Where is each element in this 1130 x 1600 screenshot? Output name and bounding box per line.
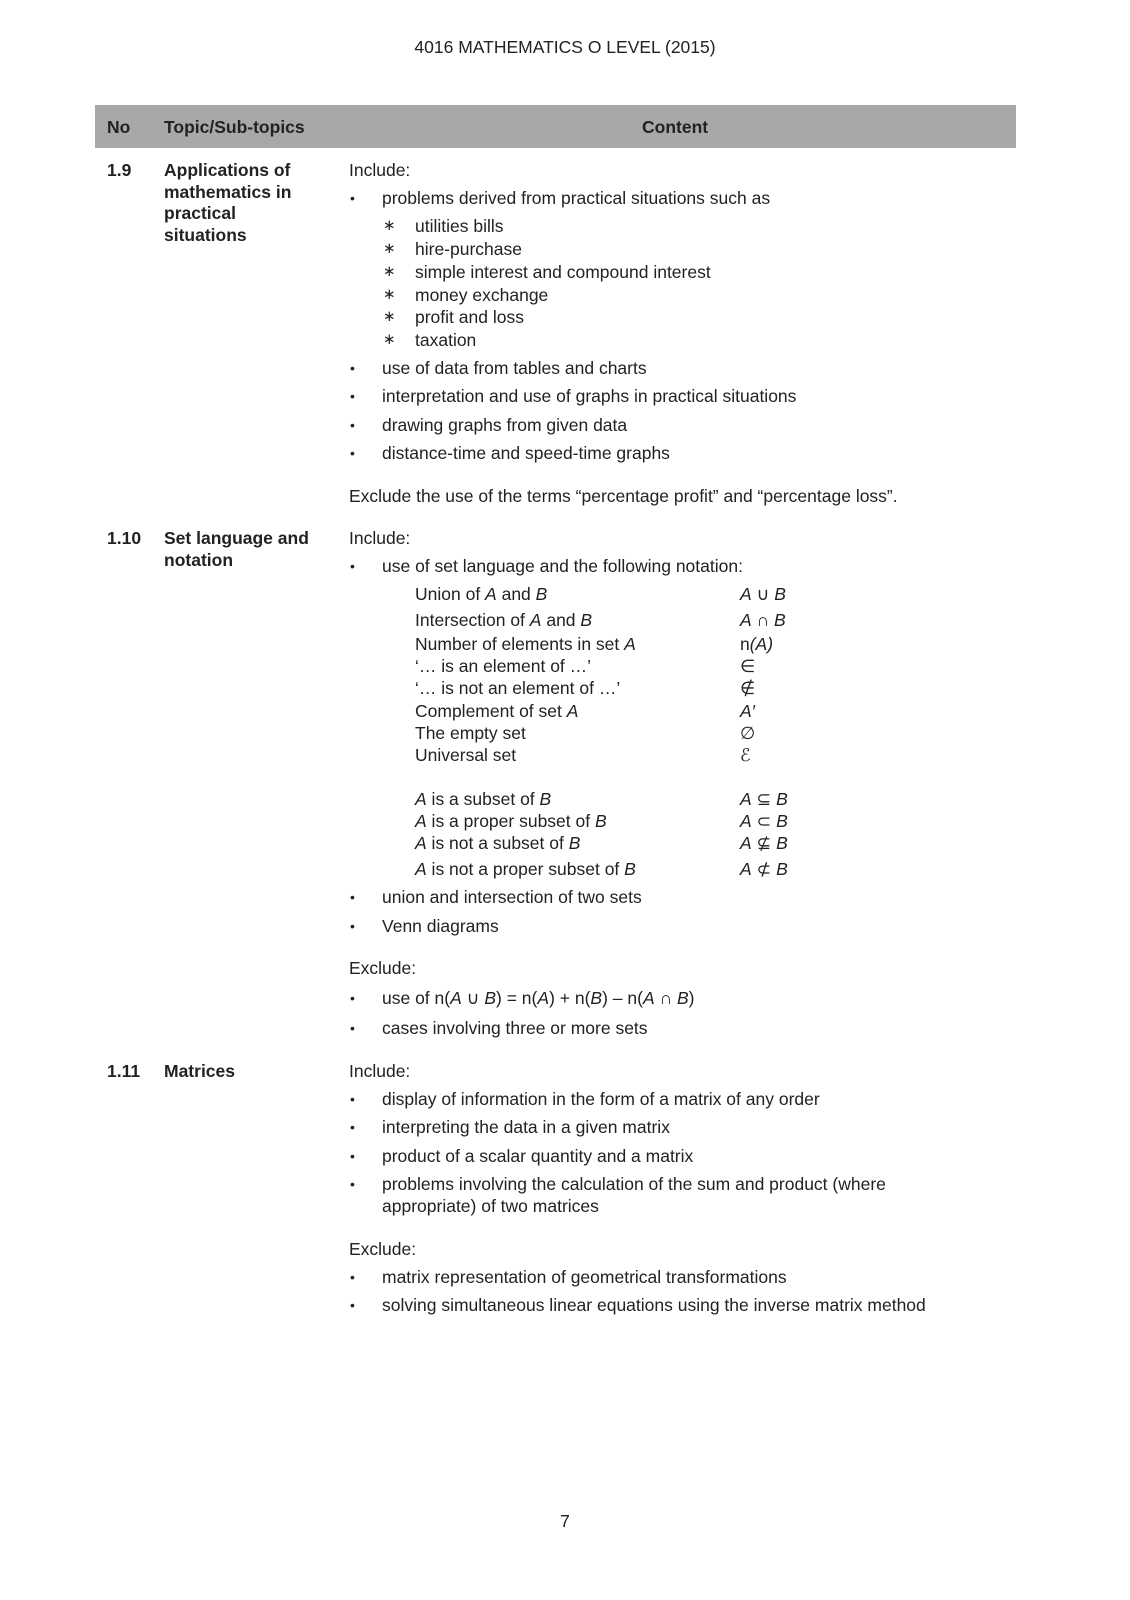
text-segment: use of set language and the following notation: (382, 556, 743, 576)
math-variable: A (740, 811, 752, 831)
bullet-icon: • (350, 1176, 355, 1192)
text-segment: Exclude the use of the terms “percentage profit” and “percentage loss”. (349, 486, 898, 506)
bullet-icon: • (350, 388, 355, 404)
bullet-icon: • (350, 1148, 355, 1164)
math-variable: B (539, 789, 552, 809)
text-segment: display of information in the form of a matrix of any order (382, 1089, 820, 1109)
bullet-icon: • (350, 360, 355, 376)
text-segment: ∈ (740, 656, 756, 676)
bullet-text-continuation (382, 1196, 599, 1216)
math-variable: B (484, 988, 497, 1008)
notation-symbol (740, 584, 786, 604)
bullet-icon: • (350, 417, 355, 433)
text-segment: and (541, 610, 581, 630)
text-segment: use of data from tables and charts (382, 358, 647, 378)
bullet-item (382, 1146, 693, 1166)
text-segment: ℰ (740, 745, 751, 765)
content-label (349, 486, 898, 506)
section-topic: Matrices (164, 1061, 236, 1081)
notation-symbol (740, 701, 755, 721)
math-variable: B (580, 610, 593, 630)
asterisk-icon: ∗ (383, 240, 396, 257)
math-variable: A (450, 988, 462, 1008)
text-segment: union and intersection of two sets (382, 887, 642, 907)
bullet-icon: • (350, 990, 355, 1006)
text-segment: solving simultaneous linear equations using the inverse matrix method (382, 1295, 926, 1315)
sub-item (415, 285, 548, 305)
text-segment: is not a subset of (426, 833, 569, 853)
text-segment: use of n( (382, 988, 451, 1008)
math-variable: B (676, 988, 689, 1008)
text-segment: interpreting the data in a given matrix (382, 1117, 670, 1137)
section-topic: practical (164, 203, 236, 223)
text-segment: Intersection of (415, 610, 530, 630)
bullet-icon: • (350, 1269, 355, 1285)
math-variable: A (642, 988, 655, 1008)
sub-item (415, 262, 711, 282)
text-segment: ∅ (740, 723, 756, 743)
text-segment: utilities bills (415, 216, 504, 236)
text-segment: ⊈ (751, 833, 777, 853)
bullet-item (382, 1174, 886, 1194)
text-segment: Number of elements in set (415, 634, 625, 654)
bullet-icon: • (350, 889, 355, 905)
bullet-icon: • (350, 190, 355, 206)
section-topic: Set language and (164, 528, 309, 548)
math-variable: B (774, 584, 786, 604)
text-segment: ∪ (751, 584, 775, 604)
math-variable: A (415, 789, 427, 809)
math-variable: A (740, 584, 752, 604)
text-segment: ‘… is an element of …’ (415, 656, 592, 676)
math-variable: (A) (749, 634, 774, 654)
bullet-icon: • (350, 1297, 355, 1313)
bullet-icon: • (350, 445, 355, 461)
section-topic: Applications of (164, 160, 291, 180)
section-topic: mathematics in (164, 181, 292, 202)
text-segment: and (496, 584, 536, 604)
bullet-item (382, 988, 694, 1008)
section-number: 1.10 (107, 528, 142, 548)
text-segment: simple interest and compound interest (415, 262, 711, 282)
notation-symbol (740, 678, 755, 698)
notation-description (415, 634, 636, 654)
notation-description (415, 745, 516, 765)
math-variable: A (740, 859, 752, 879)
math-variable: A (740, 789, 752, 809)
text-segment: problems involving the calculation of the sum and product (where (382, 1174, 886, 1194)
asterisk-icon: ∗ (383, 308, 396, 325)
notation-symbol (740, 723, 755, 743)
math-variable: A (415, 833, 427, 853)
math-variable: B (594, 811, 607, 831)
notation-symbol (740, 789, 788, 809)
notation-description (415, 811, 607, 831)
math-variable: B (590, 988, 603, 1008)
content-label (349, 160, 410, 180)
content-label (349, 1061, 410, 1081)
math-variable: A (537, 988, 550, 1008)
notation-description (415, 723, 526, 743)
text-segment: Exclude: (349, 1239, 417, 1259)
asterisk-icon: ∗ (383, 286, 396, 303)
notation-description (415, 610, 592, 630)
bullet-icon: • (350, 1091, 355, 1107)
column-header-content: Content (642, 117, 709, 137)
math-variable: A (566, 701, 579, 721)
asterisk-icon: ∗ (383, 217, 396, 234)
content-label (349, 528, 410, 548)
bullet-icon: • (350, 1119, 355, 1135)
bullet-item (382, 887, 642, 907)
bullet-item (382, 1267, 787, 1287)
text-segment: The empty set (415, 723, 526, 743)
notation-symbol (740, 833, 788, 853)
math-variable: B (776, 833, 788, 853)
text-segment: Union of (415, 584, 486, 604)
section-number: 1.11 (107, 1061, 141, 1081)
math-variable: A (415, 811, 427, 831)
notation-description (415, 701, 578, 721)
bullet-icon: • (350, 918, 355, 934)
document-title: 4016 MATHEMATICS O LEVEL (2015) (414, 37, 716, 57)
bullet-item (382, 1295, 926, 1315)
math-variable: A (740, 833, 752, 853)
bullet-item (382, 1089, 820, 1109)
math-variable: B (776, 811, 788, 831)
text-segment: cases involving three or more sets (382, 1018, 648, 1038)
text-segment: matrix representation of geometrical transformations (382, 1267, 787, 1287)
column-header-no: No (107, 117, 131, 137)
bullet-icon: • (350, 1020, 355, 1036)
math-variable: A (415, 859, 427, 879)
text-segment: hire-purchase (415, 239, 522, 259)
text-segment: ) = n( (496, 988, 538, 1008)
text-segment: ) + n( (549, 988, 591, 1008)
text-segment: interpretation and use of graphs in practical situations (382, 386, 797, 406)
section-topic: situations (164, 224, 247, 245)
notation-description (415, 584, 547, 604)
text-segment: taxation (415, 330, 477, 350)
content-label (349, 958, 416, 978)
text-segment: ) (688, 988, 695, 1008)
notation-symbol (740, 656, 755, 676)
text-segment: ∉ (740, 678, 756, 698)
bullet-item (382, 415, 627, 435)
text-segment: ∩ (654, 988, 677, 1008)
text-segment: problems derived from practical situations such as (382, 188, 771, 208)
text-segment: ∪ (461, 988, 485, 1008)
text-segment: distance-time and speed-time graphs (382, 443, 670, 463)
math-variable: B (776, 859, 788, 879)
bullet-item (382, 1018, 648, 1038)
math-variable: B (776, 789, 788, 809)
text-segment: is a proper subset of (426, 811, 595, 831)
sub-item (415, 216, 504, 236)
text-segment: money exchange (415, 285, 549, 305)
notation-description (415, 678, 620, 698)
bullet-item (382, 358, 647, 378)
notation-description (415, 656, 591, 676)
text-segment: Venn diagrams (382, 916, 499, 936)
text-segment: Include: (349, 160, 411, 180)
text-segment: ⊂ (751, 811, 777, 831)
math-variable: A (740, 610, 752, 630)
notation-description (415, 789, 551, 809)
notation-description (415, 859, 636, 879)
bullet-item (382, 188, 770, 208)
text-segment: is a subset of (426, 789, 540, 809)
section-topic: notation (164, 549, 234, 570)
column-header-topic: Topic/Sub-topics (164, 117, 305, 137)
text-segment: product of a scalar quantity and a matrix (382, 1146, 694, 1166)
text-segment: appropriate) of two matrices (382, 1196, 599, 1216)
text-segment: n (740, 634, 750, 654)
bullet-item (382, 556, 743, 576)
text-segment: Include: (349, 528, 411, 548)
sub-item (415, 330, 476, 350)
math-variable: A′ (740, 701, 755, 721)
notation-symbol (740, 610, 786, 630)
bullet-item (382, 386, 796, 406)
notation-description (415, 833, 580, 853)
bullet-item (382, 443, 670, 463)
math-variable: B (568, 833, 581, 853)
math-variable: A (529, 610, 542, 630)
notation-symbol (740, 634, 773, 654)
text-segment: profit and loss (415, 307, 524, 327)
math-variable: A (624, 634, 636, 654)
notation-symbol (740, 811, 788, 831)
math-variable: B (535, 584, 548, 604)
text-segment: Complement of set (415, 701, 567, 721)
text-segment: Include: (349, 1061, 411, 1081)
text-segment: ) – n( (602, 988, 643, 1008)
text-segment: ⊄ (751, 859, 777, 879)
text-segment: Universal set (415, 745, 517, 765)
sub-item (415, 307, 524, 327)
math-variable: A (485, 584, 497, 604)
sub-item (415, 239, 522, 259)
math-variable: B (624, 859, 636, 879)
bullet-icon: • (350, 558, 355, 574)
notation-symbol (740, 859, 788, 879)
text-segment: drawing graphs from given data (382, 415, 628, 435)
text-segment: ∩ (751, 610, 774, 630)
bullet-item (382, 1117, 670, 1137)
notation-symbol (740, 745, 751, 765)
asterisk-icon: ∗ (383, 263, 396, 280)
text-segment: is not a proper subset of (426, 859, 625, 879)
math-variable: B (774, 610, 786, 630)
content-label (349, 1239, 416, 1259)
section-number: 1.9 (107, 160, 132, 180)
text-segment: Exclude: (349, 958, 417, 978)
bullet-item (382, 916, 499, 936)
page-number: 7 (560, 1511, 570, 1531)
text-segment: ⊆ (751, 789, 777, 809)
text-segment: ‘… is not an element of …’ (415, 678, 621, 698)
asterisk-icon: ∗ (383, 331, 396, 348)
